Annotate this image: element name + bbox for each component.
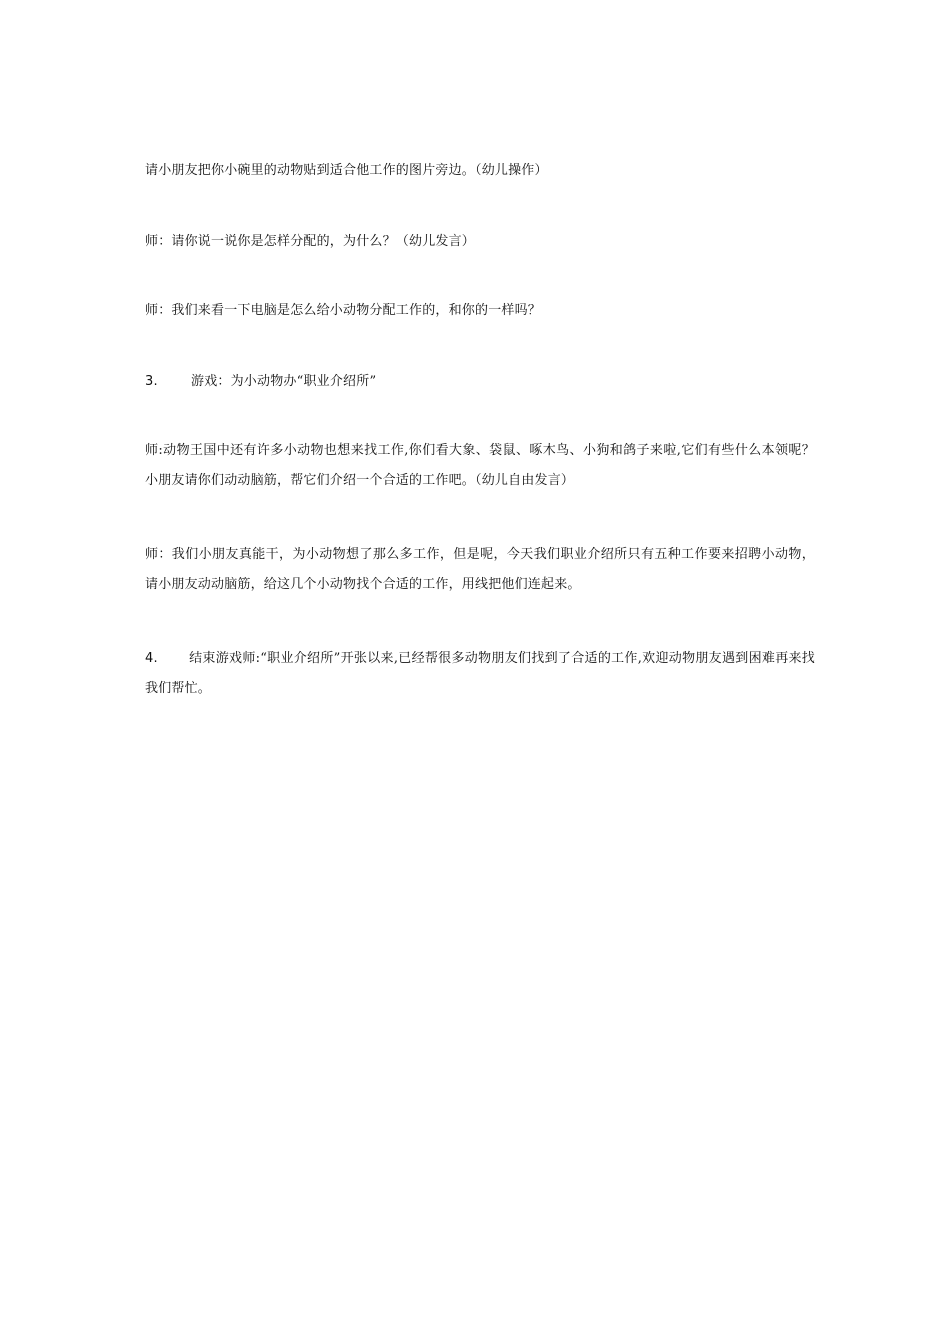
paragraph-job-agency: 师：我们小朋友真能干，为小动物想了那么多工作，但是呢，今天我们职业介绍所只有五种工作要来招聘小动物，请小朋友动动脑筋，给这几个小动物找个合适的工作，用线把他们连起来。: [145, 547, 815, 592]
section-4-paragraph: [145, 644, 815, 704]
paragraph-teacher-question: 师：请你说一说你是怎样分配的，为什么？（幼儿发言）: [145, 234, 476, 249]
section-3-heading: [145, 367, 815, 397]
section-3-number: 3.: [145, 374, 158, 389]
paragraph-child-operation: 请小朋友把你小碗里的动物贴到适合他工作的图片旁边。（幼儿操作）: [145, 163, 548, 178]
section-4-number: 4.: [145, 651, 158, 666]
section-4-text: 结束游戏师:“职业介绍所”开张以来,已经帮很多动物朋友们找到了合适的工作,欢迎动物朋友遇到困难再来找我们帮忙。: [145, 651, 815, 696]
paragraph-teacher-computer: 师：我们来看一下电脑是怎么给小动物分配工作的，和你的一样吗？: [145, 303, 542, 318]
paragraph-animal-kingdom: 师:动物王国中还有许多小动物也想来找工作,你们看大象、袋鼠、啄木鸟、小狗和鸽子来啦,它们有些什么本领呢？小朋友请你们动动脑筋，帮它们介绍一个合适的工作吧。（幼儿自由发言）: [145, 443, 815, 488]
section-3-text: 游戏：为小动物办“职业介绍所”: [191, 374, 377, 389]
